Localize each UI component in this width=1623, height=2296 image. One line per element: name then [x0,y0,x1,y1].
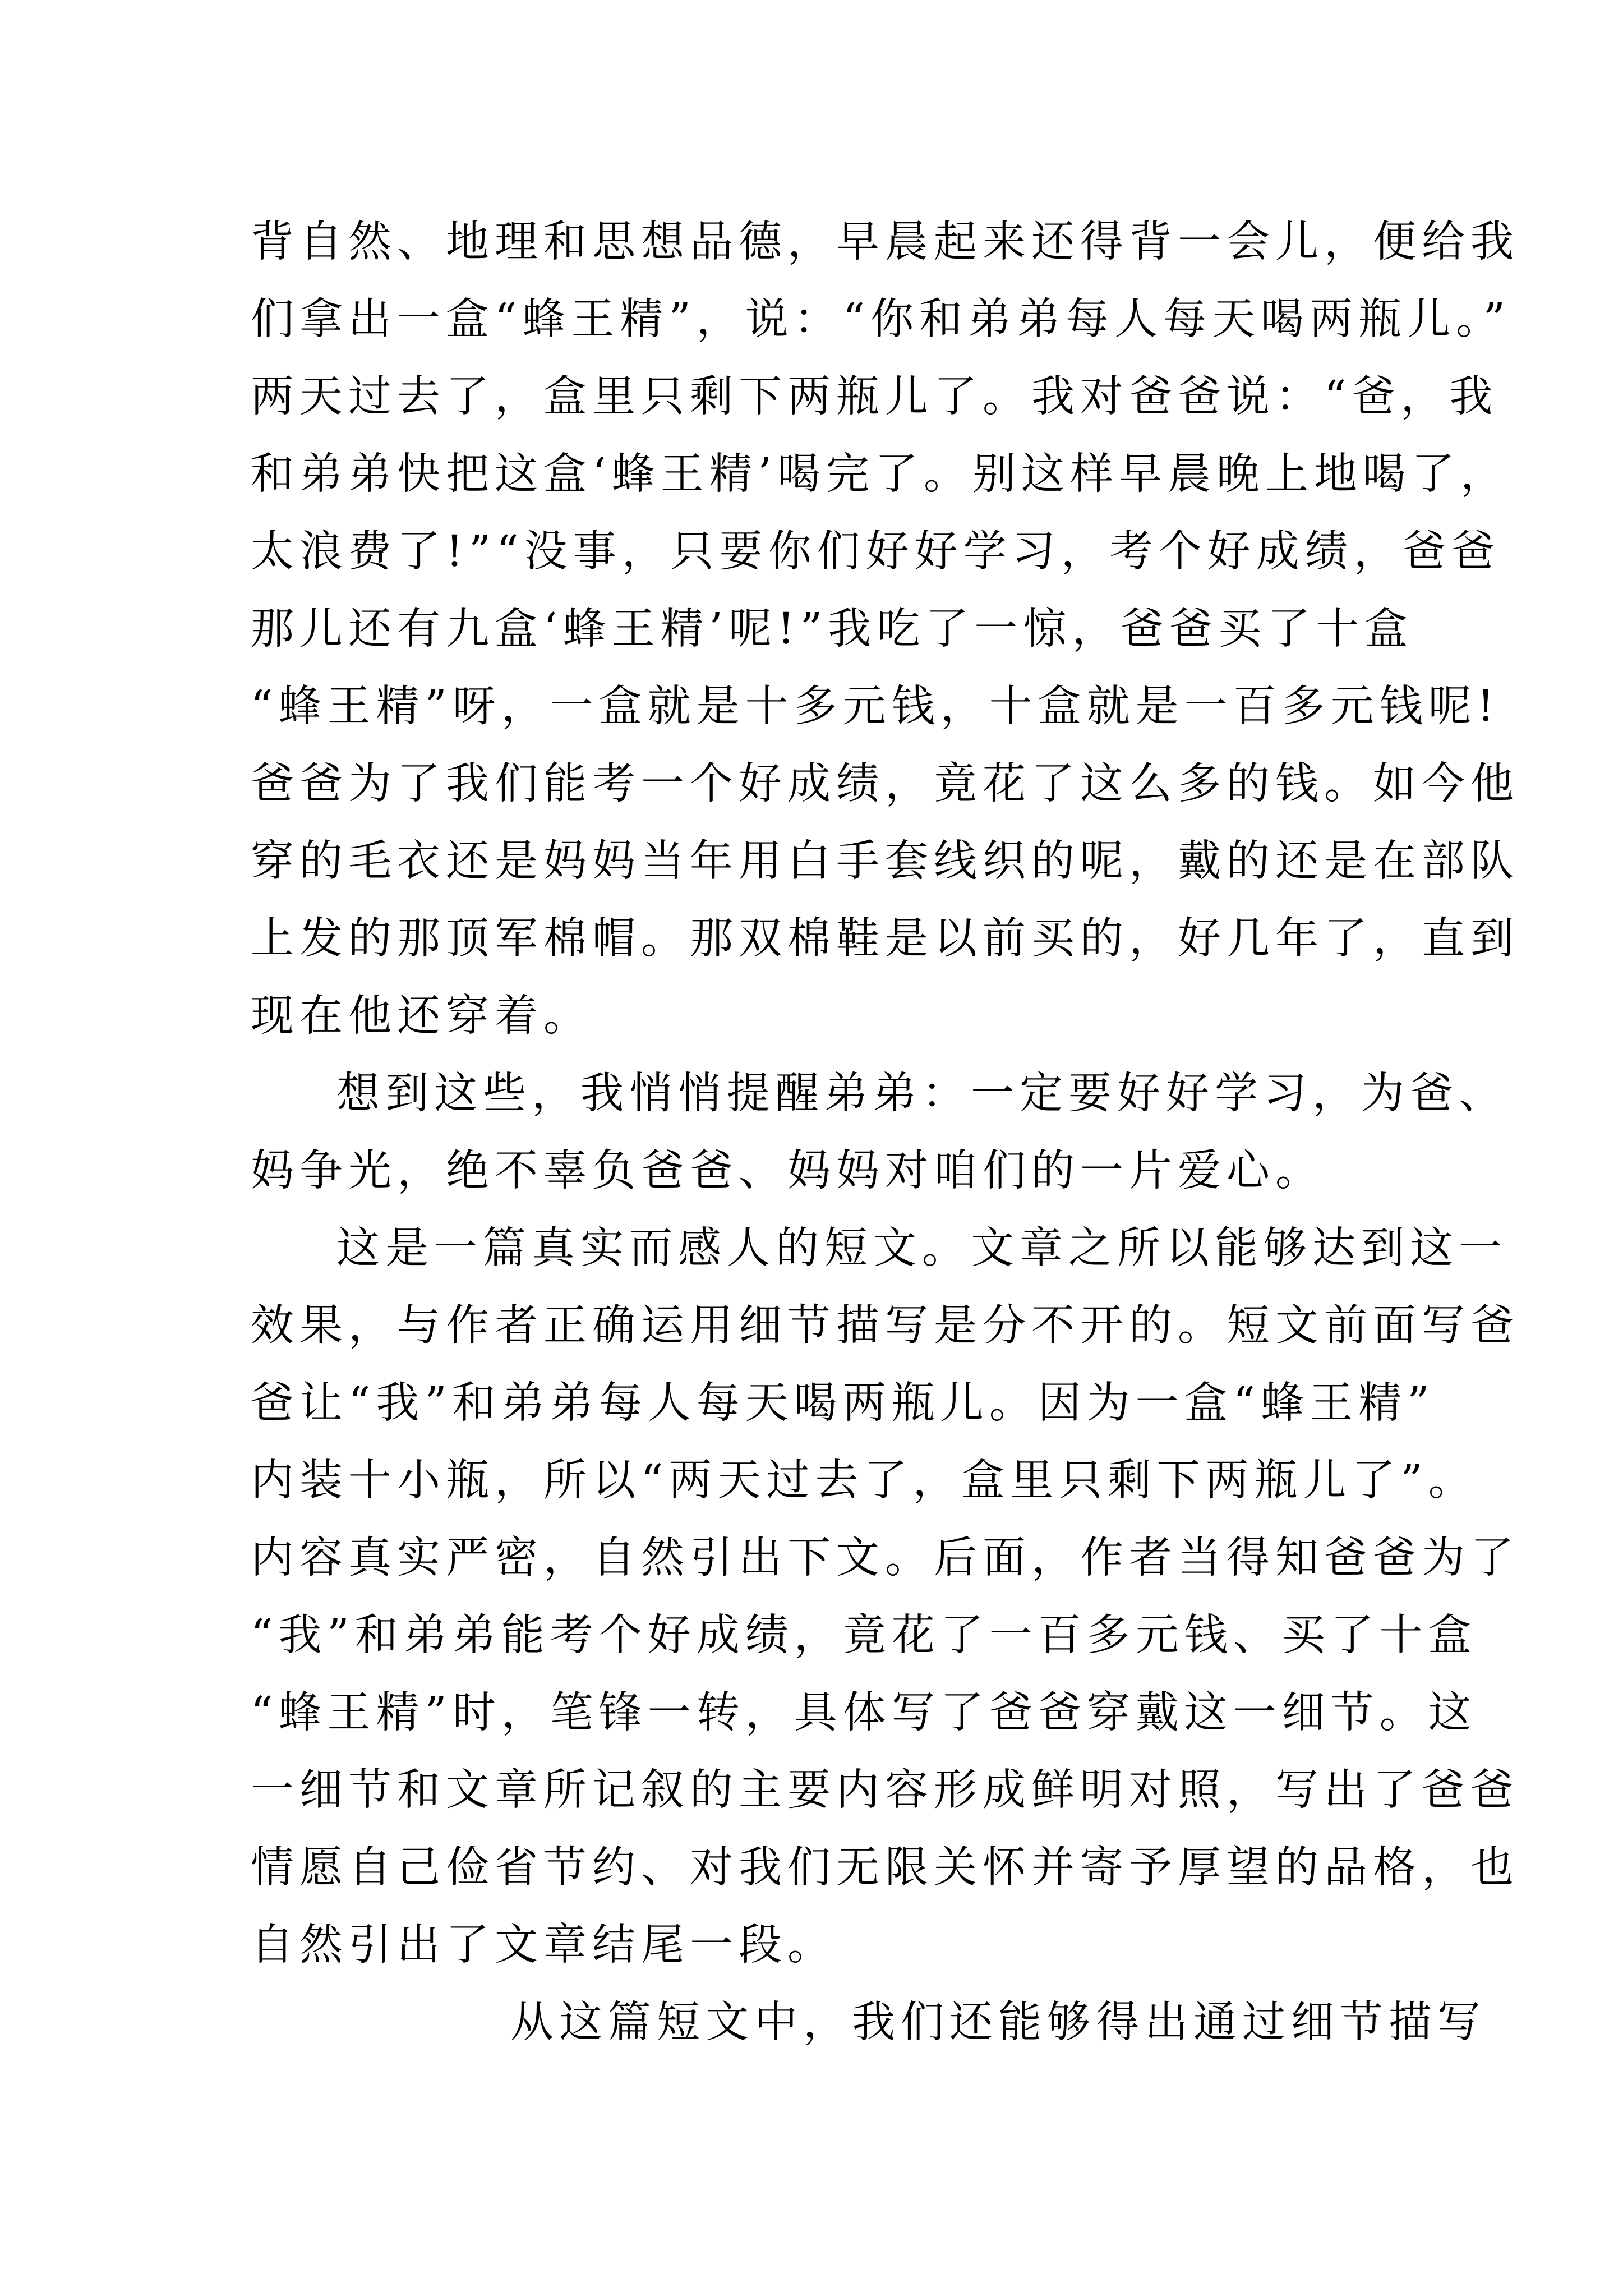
text-line: 情愿自己俭省节约、对我们无限关怀并寄予厚望的品格，也 [251,1843,1519,1893]
text-line: 们拿出一盒“蜂王精”，说：“你和弟弟每人每天喝两瓶儿。” [251,295,1511,344]
paragraph-start-line: 想到这些，我悄悄提醒弟弟：一定要好好学习，为爸、 [336,1069,1507,1119]
text-line: 现在他还穿着。 [251,991,592,1041]
text-line: 效果，与作者正确运用细节描写是分不开的。短文前面写爸 [251,1301,1519,1351]
paragraph-start-line: 从这篇短文中，我们还能够得出通过细节描写 [510,1998,1486,2047]
text-line: 那儿还有九盒‘蜂王精’呢!”我吃了一惊，爸爸买了十盒 [251,604,1414,654]
text-line: 两天过去了，盒里只剩下两瓶儿了。我对爸爸说：“爸，我 [251,372,1498,422]
text-line: 和弟弟快把这盒‘蜂王精’喝完了。别这样早晨晚上地喝了， [251,449,1509,499]
text-line: 爸让“我”和弟弟每人每天喝两瓶儿。因为一盒“蜂王精” [251,1378,1435,1428]
text-line: 妈争光，绝不辜负爸爸、妈妈对咱们的一片爱心。 [251,1146,1324,1196]
text-line: 上发的那顶军棉帽。那双棉鞋是以前买的，好几年了，直到 [251,914,1519,964]
text-line: 一细节和文章所记叙的主要内容形成鲜明对照，写出了爸爸 [251,1765,1519,1815]
text-line: 穿的毛衣还是妈妈当年用白手套线织的呢，戴的还是在部队 [251,836,1519,886]
text-line: “蜂王精”呀，一盒就是十多元钱，十盒就是一百多元钱呢! [251,682,1500,731]
text-line: 太浪费了!”“没事，只要你们好好学习，考个好成绩，爸爸 [251,527,1500,577]
text-line: “蜂王精”时，笔锋一转，具体写了爸爸穿戴这一细节。这 [251,1688,1477,1738]
text-line: 背自然、地理和思想品德，早晨起来还得背一会儿，便给我 [251,217,1519,267]
paragraph-start-line: 这是一篇真实而感人的短文。文章之所以能够达到这一 [336,1223,1507,1273]
text-line: “我”和弟弟能考个好成绩，竟花了一百多元钱、买了十盒 [251,1611,1477,1660]
text-line: 内容真实严密，自然引出下文。后面，作者当得知爸爸为了 [251,1533,1519,1583]
text-line: 内装十小瓶，所以“两天过去了，盒里只剩下两瓶儿了”。 [251,1456,1477,1506]
text-line: 爸爸为了我们能考一个好成绩，竟花了这么多的钱。如今他 [251,759,1519,809]
text-line: 自然引出了文章结尾一段。 [251,1920,836,1970]
